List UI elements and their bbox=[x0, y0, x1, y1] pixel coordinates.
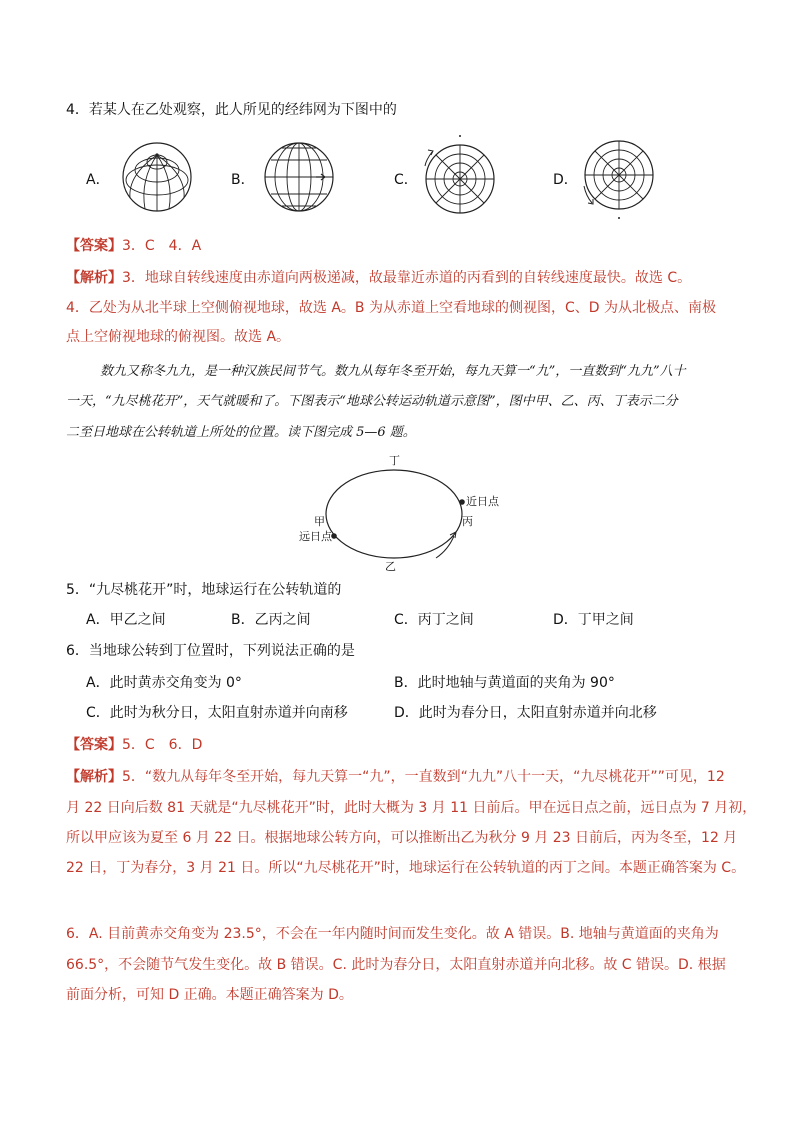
globe-side-icon bbox=[262, 140, 336, 214]
answer-text: 5．C 6．D bbox=[122, 737, 203, 753]
answer-text: 3．C 4．A bbox=[122, 238, 202, 254]
analysis-label: 【解析】 bbox=[66, 769, 122, 785]
option-b-label: B． bbox=[231, 172, 255, 188]
orbit-diagram bbox=[290, 450, 510, 572]
analysis-label: 【解析】 bbox=[66, 270, 122, 286]
q5-option-b: B．乙丙之间 bbox=[231, 612, 311, 628]
label-perihelion: 近日点 bbox=[466, 495, 499, 508]
analysis-text: 点上空俯视地球的俯视图。故选 A。 bbox=[66, 329, 291, 345]
analysis-text: 4．乙处为从北半球上空侧俯视地球，故选 A。B 为从赤道上空看地球的侧视图，C、D 为从北极点、南极 bbox=[66, 300, 716, 316]
q6-option-a: A．此时黄赤交角变为 0° bbox=[86, 675, 242, 691]
aphelion-point bbox=[331, 533, 337, 539]
label-jia: 甲 bbox=[314, 515, 325, 528]
option-d-label: D． bbox=[553, 172, 578, 188]
label-yi: 乙 bbox=[385, 560, 396, 572]
q5-option-c: C．丙丁之间 bbox=[394, 612, 474, 628]
passage-text: 二至日地球在公转轨道上所处的位置。读下图完成 5—6 题。 bbox=[66, 425, 416, 440]
option-a-label: A． bbox=[86, 172, 110, 188]
q6-option-b: B．此时地轴与黄道面的夹角为 90° bbox=[394, 675, 615, 691]
option-c-label: C． bbox=[394, 172, 418, 188]
q6-option-d: D．此时为春分日，太阳直射赤道并向北移 bbox=[394, 705, 657, 721]
analysis-text: 月 22 日向后数 81 天就是“九尽桃花开”时，此时大概为 3 月 11 日前后。甲在远日点之前，远日点为 7 月初， bbox=[66, 800, 757, 816]
analysis-text: 所以甲应该为夏至 6 月 22 日。根据地球公转方向，可以推断出乙为秋分 9 月 23 日前后，丙为冬至，12 月 bbox=[66, 830, 738, 846]
q5-option-d: D．丁甲之间 bbox=[553, 612, 634, 628]
analysis-text: 66.5°，不会随节气发生变化。故 B 错误。C. 此时为春分日，太阳直射赤道并向北移。故 C 错误。D. 根据 bbox=[66, 957, 726, 973]
answer-label: 【答案】 bbox=[66, 238, 122, 254]
globe-polar-south-icon bbox=[577, 132, 661, 222]
orbit-ellipse bbox=[326, 470, 462, 558]
globe-oblique-icon bbox=[120, 140, 194, 214]
q5-option-a: A．甲乙之间 bbox=[86, 612, 166, 628]
passage-text: 一天，“九尽桃花开”，天气就暖和了。下图表示“地球公转运动轨道示意图”，图中甲、乙、丙、丁表示二分 bbox=[66, 394, 678, 409]
perihelion-point bbox=[459, 499, 465, 505]
analysis-text: 5．“数九从每年冬至开始，每九天算一“九”，一直数到“九九”八十一天，“九尽桃花开””可见，12 bbox=[122, 769, 725, 785]
label-bing: 丙 bbox=[462, 515, 473, 528]
question-4-stem: 4．若某人在乙处观察，此人所见的经纬网为下图中的 bbox=[66, 102, 397, 118]
question-6-stem: 6．当地球公转到丁位置时，下列说法正确的是 bbox=[66, 643, 355, 659]
analysis-text: 前面分析，可知 D 正确。本题正确答案为 D。 bbox=[66, 987, 353, 1003]
q6-option-c: C．此时为秋分日，太阳直射赤道并向南移 bbox=[86, 705, 348, 721]
label-ding: 丁 bbox=[389, 454, 400, 467]
label-aphelion: 远日点 bbox=[299, 530, 332, 543]
analysis-text: 6．A. 目前黄赤交角变为 23.5°，不会在一年内随时间而发生变化。故 A 错误。B. 地轴与黄道面的夹角为 bbox=[66, 926, 719, 942]
question-5-stem: 5．“九尽桃花开”时，地球运行在公转轨道的 bbox=[66, 582, 342, 598]
globe-polar-north-icon bbox=[418, 132, 502, 222]
answer-label: 【答案】 bbox=[66, 737, 122, 753]
passage-text: 数九又称冬九九，是一种汉族民间节气。数九从每年冬至开始，每九天算一“九”，一直数到“九九”八十 bbox=[100, 364, 686, 379]
analysis-text: 3．地球自转线速度由赤道向两极递减，故最靠近赤道的丙看到的自转线速度最快。故选 C。 bbox=[122, 270, 692, 286]
analysis-text: 22 日，丁为春分，3 月 21 日。所以“九尽桃花开”时，地球运行在公转轨道的丙丁之间。本题正确答案为 C。 bbox=[66, 860, 746, 876]
